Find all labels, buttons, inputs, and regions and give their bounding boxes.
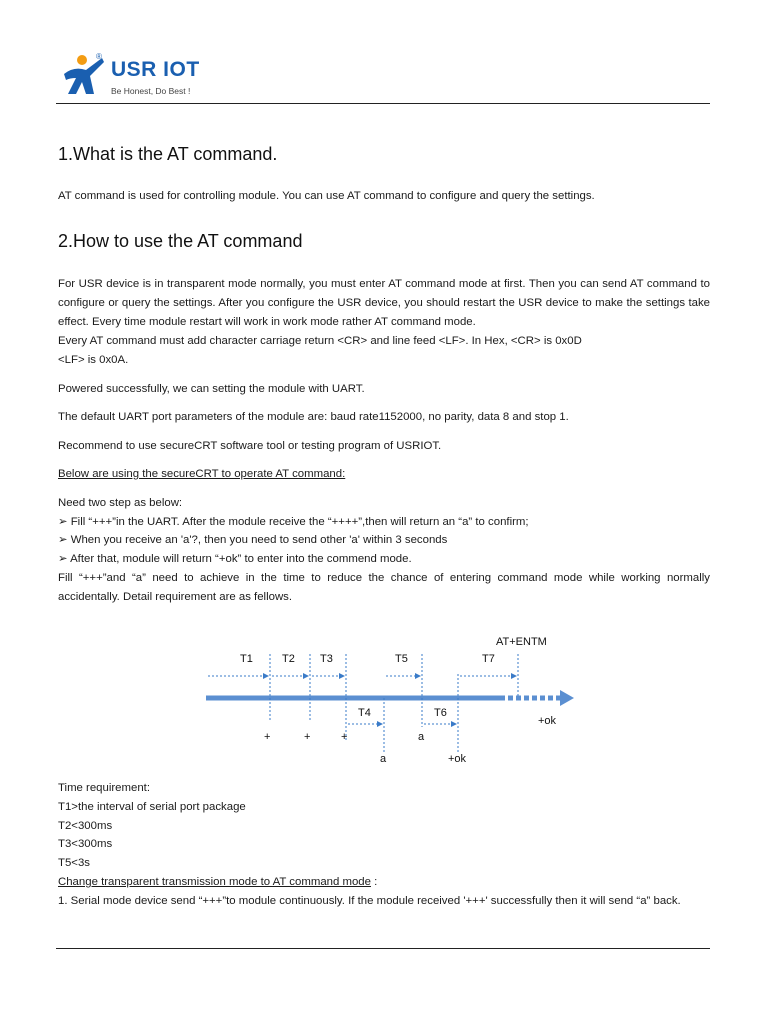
label-t2: T2 [282,653,295,665]
time-item: T1>the interval of serial port package [58,801,246,813]
label-a-recv: a [380,753,387,765]
label-t6: T6 [434,707,447,719]
section-1-heading: 1.What is the AT command. [58,144,278,164]
step-item: ➢ After that, module will return “+ok” to enter into the commend mode. [58,553,412,565]
label-t3: T3 [320,653,333,665]
recommend-paragraph: Recommend to use secureCRT software tool or testing program of USRIOT. [58,440,442,452]
secure-crt-heading: Below are using the secureCRT to operate AT command: [58,468,346,480]
time-item: T3<300ms [58,838,113,850]
label-entm: AT+ENTM [496,636,547,648]
lf-paragraph: <LF> is 0x0A. [58,354,129,366]
brand-tagline: Be Honest, Do Best ! [111,86,191,96]
label-plus: + [341,731,348,743]
powered-paragraph: Powered successfully, we can setting the module with UART. [58,383,365,395]
need-steps-line: Need two step as below: [58,497,183,509]
brand-name: USR IOT [111,58,200,81]
change-mode-colon: : [370,876,378,888]
label-t7: T7 [482,653,495,665]
section-1-body: AT command is used for controlling module. You can use AT command to configure and query the settings. [58,190,595,202]
timeline-arrow-icon [560,690,574,706]
label-a-send: a [418,731,425,743]
label-ok-right: +ok [538,715,557,727]
intro-paragraph: For USR device is in transparent mode normally, you must enter AT command mode at first. Then you can send AT command to configure or query the settings. After you configure the USR device, you should restart the USR device to make the settings take effect. Every time module restart will work in work mode rather AT command mode. [58,278,710,328]
time-requirement-title: Time requirement: [58,782,150,794]
header-divider [56,103,710,104]
label-t5: T5 [395,653,408,665]
logo-figure-icon [58,50,118,100]
label-ok-recv: +ok [448,753,467,765]
label-t4: T4 [358,707,371,719]
label-t1: T1 [240,653,253,665]
timing-diagram [200,632,580,772]
footer-divider [56,948,710,949]
label-plus: + [304,731,311,743]
crlf-paragraph: Every AT command must add character carriage return <CR> and line feed <LF>. In Hex, <CR> is 0x0D [58,335,582,347]
change-mode-heading-text: Change transparent transmission mode to AT command mode [58,876,371,888]
step-item: ➢ Fill “+++”in the UART. After the module receive the “++++”,then will return an “a” to confirm; [58,516,529,528]
step-item: ➢ When you receive an 'a'?, then you need to send other 'a' within 3 seconds [58,534,448,546]
time-item: T2<300ms [58,820,113,832]
timing-diagram-svg [200,632,580,772]
label-plus: + [264,731,271,743]
registered-mark: ® [96,52,102,61]
defaults-paragraph: The default UART port parameters of the module are: baud rate1152000, no parity, data 8 and stop 1. [58,411,569,423]
section-2-heading: 2.How to use the AT command [58,231,303,251]
fill-note-paragraph: Fill “+++”and “a” need to achieve in the time to reduce the chance of entering command mode while working normally accidentally. Detail requirement are as fellows. [58,572,710,603]
step-1-paragraph: 1. Serial mode device send “+++”to module continuously. If the module received '+++' successfully then it will send “a” back. [58,895,681,907]
time-item: T5<3s [58,857,90,869]
change-mode-heading [58,873,710,892]
